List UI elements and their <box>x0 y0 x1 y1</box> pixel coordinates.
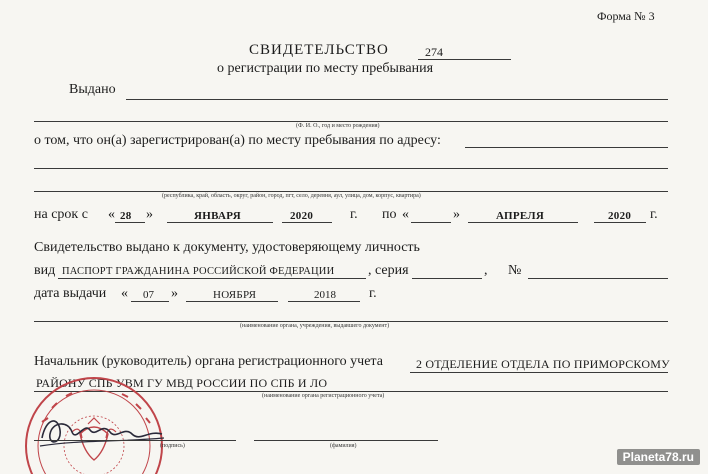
term-to-year-suffix: г. <box>650 207 658 222</box>
issuer-line <box>34 321 668 322</box>
head-org-line-2: РАЙОНУ СПБ УВМ ГУ МВД РОССИИ ПО СПБ И ЛО <box>36 376 328 390</box>
document-label: Свидетельство выдано к документу, удостоверяющему личность <box>34 240 420 255</box>
document-number-label: № <box>508 263 522 278</box>
issuer-caption: (наименование органа, учреждения, выдавшего документ) <box>240 323 390 329</box>
issue-day-line <box>131 301 169 302</box>
document-kind-label: вид <box>34 263 56 278</box>
issue-year-suffix: г. <box>369 286 377 301</box>
head-org-caption: (наименование органа регистрационного учета) <box>262 393 385 399</box>
document-number-line <box>528 278 668 279</box>
term-to-label: по <box>382 207 397 222</box>
head-label: Начальник (руководитель) органа регистрационного учета <box>34 354 383 369</box>
address-line-3 <box>34 191 668 192</box>
term-label: на срок с <box>34 207 88 222</box>
document-title: СВИДЕТЕЛЬСТВО <box>249 42 389 58</box>
issued-to-line-2 <box>34 121 668 122</box>
term-to-year: 2020 <box>608 210 632 222</box>
term-from-quote-open: « <box>108 207 115 222</box>
issue-date-label: дата выдачи <box>34 286 107 301</box>
signature-line <box>34 440 236 441</box>
address-label: о том, что он(а) зарегистрирован(а) по месту пребывания по адресу: <box>34 133 441 148</box>
surname-caption: (фамилия) <box>330 443 357 449</box>
address-line-2 <box>34 168 668 169</box>
document-series-comma: , <box>484 263 488 278</box>
signature-caption: (подпись) <box>160 443 185 449</box>
certificate-number-line <box>418 59 511 60</box>
issue-month: НОЯБРЯ <box>213 289 257 301</box>
term-from-day-line <box>115 222 145 223</box>
document-subtitle: о регистрации по месту пребывания <box>217 61 434 76</box>
document-kind-value: ПАСПОРТ ГРАЖДАНИНА РОССИЙСКОЙ ФЕДЕРАЦИИ <box>62 266 335 277</box>
document-kind-line <box>58 278 366 279</box>
term-from-quote-close: » <box>146 207 153 222</box>
term-from-month: ЯНВАРЯ <box>194 210 242 222</box>
issue-day: 07 <box>143 289 154 301</box>
term-to-month: АПРЕЛЯ <box>496 210 545 222</box>
issue-month-line <box>186 301 278 302</box>
term-from-year-line <box>282 222 332 223</box>
term-from-year: 2020 <box>290 210 314 222</box>
term-to-quote-open: « <box>402 207 409 222</box>
head-org-line-1: 2 ОТДЕЛЕНИЕ ОТДЕЛА ПО ПРИМОРСКОМУ <box>416 357 670 371</box>
term-to-year-line <box>594 222 646 223</box>
issue-year: 2018 <box>314 289 336 301</box>
address-line-1 <box>465 147 668 148</box>
term-from-day: 28 <box>120 210 132 222</box>
address-caption: (республика, край, область, округ, район, город, пгт, село, деревня, аул, улица, дом, корпус, квартира) <box>162 193 421 199</box>
head-org-underline-1 <box>410 372 668 373</box>
issue-date-quote-close: » <box>171 286 178 301</box>
issued-to-caption: (Ф. И. О., год и место рождения) <box>296 123 380 129</box>
term-to-quote-close: » <box>453 207 460 222</box>
form-number: Форма № 3 <box>597 9 655 23</box>
document-series-line <box>412 278 482 279</box>
certificate-number: 274 <box>425 45 443 59</box>
term-to-day-line <box>411 222 451 223</box>
issued-to-line-1 <box>126 99 668 100</box>
document-series-label: , серия <box>368 263 409 278</box>
issued-to-label: Выдано <box>69 82 116 97</box>
issue-year-line <box>288 301 360 302</box>
watermark: Planeta78.ru <box>617 449 700 465</box>
signature-icon <box>38 412 168 452</box>
term-from-year-suffix: г. <box>350 207 358 222</box>
term-from-month-line <box>167 222 273 223</box>
surname-line <box>254 440 438 441</box>
term-to-month-line <box>468 222 578 223</box>
issue-date-quote-open: « <box>121 286 128 301</box>
